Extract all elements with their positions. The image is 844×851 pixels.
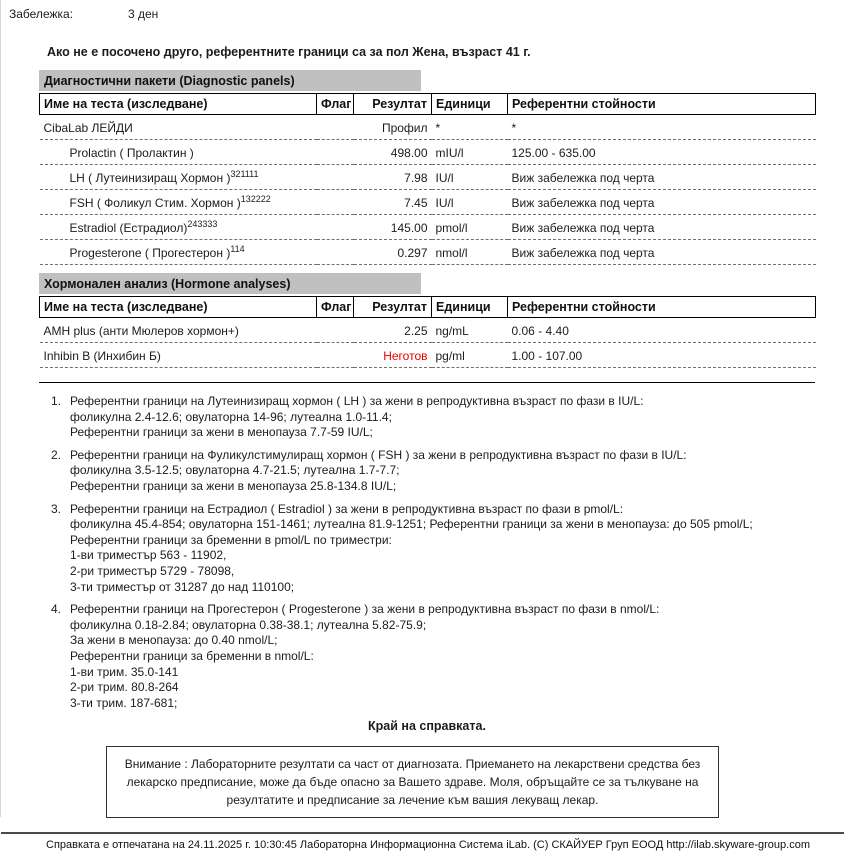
footnote-line: фоликулна 0.18-2.84; овулаторна 0.38-38.1; лутеална 5.82-75.9; <box>70 617 427 632</box>
column-header-test-name: Име на теста (изследване) <box>40 94 317 115</box>
test-result: 498.00 <box>354 140 432 165</box>
table-header-row <box>40 297 816 318</box>
test-result: 7.45 <box>354 190 432 215</box>
test-name-text: LH ( Лутеинизиращ Хормон ) <box>69 170 231 185</box>
warning-text: Внимание : Лабораторните резултати са част от диагнозата. Приемането на лекарствени средства без лекарско предписание, може да бъде опасно за Вашето здраве. Моля, обръщайте се за тълкуване на резултатите и предписание за лечение към вашия лекуващ лекар. <box>124 757 701 808</box>
reference-disclaimer: Ако не е посочено друго, референтните граници са за пол Жена, възраст 41 г. <box>47 45 531 59</box>
footnote-number: 4. <box>50 602 61 617</box>
test-units: IU/l <box>432 165 508 190</box>
footnote-line: фоликулна 3.5-12.5; овулаторна 4.7-21.5; лутеална 1.7-7.7; <box>70 463 400 478</box>
column-header-units: Единици <box>432 297 508 318</box>
test-name-text: Estradiol (Естрадиол) <box>69 220 188 235</box>
test-name-text: CibaLab ЛЕЙДИ <box>43 120 133 135</box>
footnote-lines <box>70 602 659 711</box>
table-header-row <box>40 94 816 115</box>
test-reference: Виж забележка под черта <box>508 165 816 190</box>
column-header-result: Резултат <box>354 94 432 115</box>
footnote-line: Референтни граници за жени в менопауза 25.8-134.8 IU/L; <box>70 478 397 493</box>
footnote-line: Референтни граници за жени в менопауза 7.7-59 IU/L; <box>70 425 373 440</box>
test-name <box>40 190 317 215</box>
test-reference: 125.00 - 635.00 <box>508 140 816 165</box>
column-header-result: Резултат <box>354 297 432 318</box>
footnote-line: 2-ри трим. 80.8-264 <box>70 680 179 695</box>
footnote-number: 2. <box>50 447 61 462</box>
column-header-test-name: Име на теста (изследване) <box>40 297 317 318</box>
test-row <box>40 190 816 215</box>
test-units: mIU/l <box>432 140 508 165</box>
column-header-flag: Флаг <box>317 297 354 318</box>
test-name <box>40 165 317 190</box>
footnote-line: Референтни граници за бременни в nmol/L: <box>70 648 314 663</box>
test-units: * <box>432 115 508 140</box>
test-result: 0.297 <box>354 240 432 265</box>
test-flag <box>317 140 354 165</box>
note-value: 3 ден <box>128 7 159 21</box>
test-flag <box>317 318 354 343</box>
test-name-text: Inhibin B (Инхибин Б) <box>43 348 161 363</box>
test-units: IU/l <box>432 190 508 215</box>
footnote-lines <box>70 448 687 495</box>
footnote-line: 2-ри триместър 5729 - 78098, <box>70 563 235 578</box>
footnote-line: Референтни граници за бременни в pmol/L по триместри: <box>70 532 392 547</box>
footnote-item <box>39 602 815 711</box>
end-of-report-text: Край на справката. <box>368 719 486 734</box>
footnote-line: Референтни граници на Фуликулстимулиращ хормон ( FSH ) за жени в репродуктивна възраст по фази в IU/L: <box>70 447 687 462</box>
test-units: pmol/l <box>432 215 508 240</box>
footnote-number: 1. <box>50 394 61 408</box>
footnote-lines <box>70 502 753 596</box>
footnote-item <box>39 394 815 441</box>
test-name-text: AMH plus (анти Мюлеров хормон+) <box>43 323 239 338</box>
results-table-hormone-analyses <box>39 296 816 368</box>
test-reference: Виж забележка под черта <box>508 240 816 265</box>
test-name <box>40 215 317 240</box>
test-units: nmol/l <box>432 240 508 265</box>
test-flag <box>317 343 354 368</box>
footnote-line: Референтни граници на Естрадиол ( Estradiol ) за жени в репродуктивна възраст по фази в pmol/L: <box>70 501 624 516</box>
note-row <box>1 0 844 21</box>
test-flag <box>317 240 354 265</box>
footnote-item <box>39 502 815 596</box>
section-title-hormone-analyses: Хормонален анализ (Hormone analyses) <box>39 273 421 294</box>
footnote-line: Референтни граници на Прогестерон ( Progesterone ) за жени в репродуктивна възраст по фази в nmol/L: <box>70 602 660 617</box>
test-row <box>40 140 816 165</box>
footnote-lines <box>70 394 643 441</box>
test-flag <box>317 215 354 240</box>
footnote-number: 3. <box>50 501 61 516</box>
test-row <box>40 215 816 240</box>
test-reference: Виж забележка под черта <box>508 190 816 215</box>
test-footnote-refs: 132222 <box>240 193 271 204</box>
test-row <box>40 318 816 343</box>
warning-box <box>106 746 719 818</box>
test-row <box>40 165 816 190</box>
test-name <box>40 240 317 265</box>
test-flag <box>317 165 354 190</box>
test-result: 7.98 <box>354 165 432 190</box>
column-header-flag: Флаг <box>317 94 354 115</box>
test-row <box>40 343 816 368</box>
test-reference: Виж забележка под черта <box>508 215 816 240</box>
test-name <box>40 343 317 368</box>
test-name-text: Progesterone ( Прогестерон ) <box>69 245 231 260</box>
footnote-line: За жени в менопауза: до 0.40 nmol/L; <box>70 633 278 648</box>
footnote-line: Референтни граници на Лутеинизиращ хормон ( LH ) за жени в репродуктивна възраст по фази в IU/L: <box>70 394 644 408</box>
test-name-text: FSH ( Фоликул Стим. Хормон ) <box>69 195 241 210</box>
footer-print-info: Справката е отпечатана на 24.11.2025 г. 10:30:45 Лабораторна Информационна Система iLab. (C) СКАЙУЕР Груп ЕООД http://ilab.skyware-group.com <box>46 839 810 851</box>
test-reference: * <box>508 115 816 140</box>
test-result: 2.25 <box>354 318 432 343</box>
test-reference: 1.00 - 107.00 <box>508 343 816 368</box>
footnote-line: 3-ти трим. 187-681; <box>70 695 178 710</box>
test-name <box>40 115 317 140</box>
footnotes-section <box>39 382 815 711</box>
footnote-item <box>39 448 815 495</box>
test-row <box>40 115 816 140</box>
note-label: Забележка: <box>9 7 74 21</box>
test-footnote-refs: 243333 <box>187 218 218 229</box>
test-name <box>40 140 317 165</box>
footnote-line: 1-ви трим. 35.0-141 <box>70 664 179 679</box>
column-header-reference: Референтни стойности <box>508 297 816 318</box>
test-reference: 0.06 - 4.40 <box>508 318 816 343</box>
test-footnote-refs: 321111 <box>230 168 259 179</box>
section-title-diagnostic-panels: Диагностични пакети (Diagnostic panels) <box>39 70 421 91</box>
test-name-text: Prolactin ( Пролактин ) <box>69 145 194 160</box>
test-footnote-refs: 114 <box>230 243 245 254</box>
test-flag <box>317 190 354 215</box>
results-table-diagnostic-panels <box>39 93 816 265</box>
test-units: ng/mL <box>432 318 508 343</box>
test-result: 145.00 <box>354 215 432 240</box>
test-row <box>40 240 816 265</box>
footnote-line: 3-ти триместър от 31287 до над 110100; <box>70 579 295 594</box>
footnote-line: 1-ви триместър 563 - 11902, <box>70 548 227 563</box>
test-result-not-ready: Неготов <box>354 343 432 368</box>
column-header-reference: Референтни стойности <box>508 94 816 115</box>
footnote-line: фоликулна 45.4-854; овулаторна 151-1461; лутеална 81.9-1251; Референтни граници за жени в менопауза: до 505 pmol/L; <box>70 517 753 532</box>
test-flag <box>317 115 354 140</box>
footnote-line: фоликулна 2.4-12.6; овулаторна 14-96; лутеална 1.0-11.4; <box>70 409 392 424</box>
test-units: pg/ml <box>432 343 508 368</box>
column-header-units: Единици <box>432 94 508 115</box>
test-result: Профил <box>354 115 432 140</box>
footer-divider <box>1 832 844 834</box>
test-name <box>40 318 317 343</box>
